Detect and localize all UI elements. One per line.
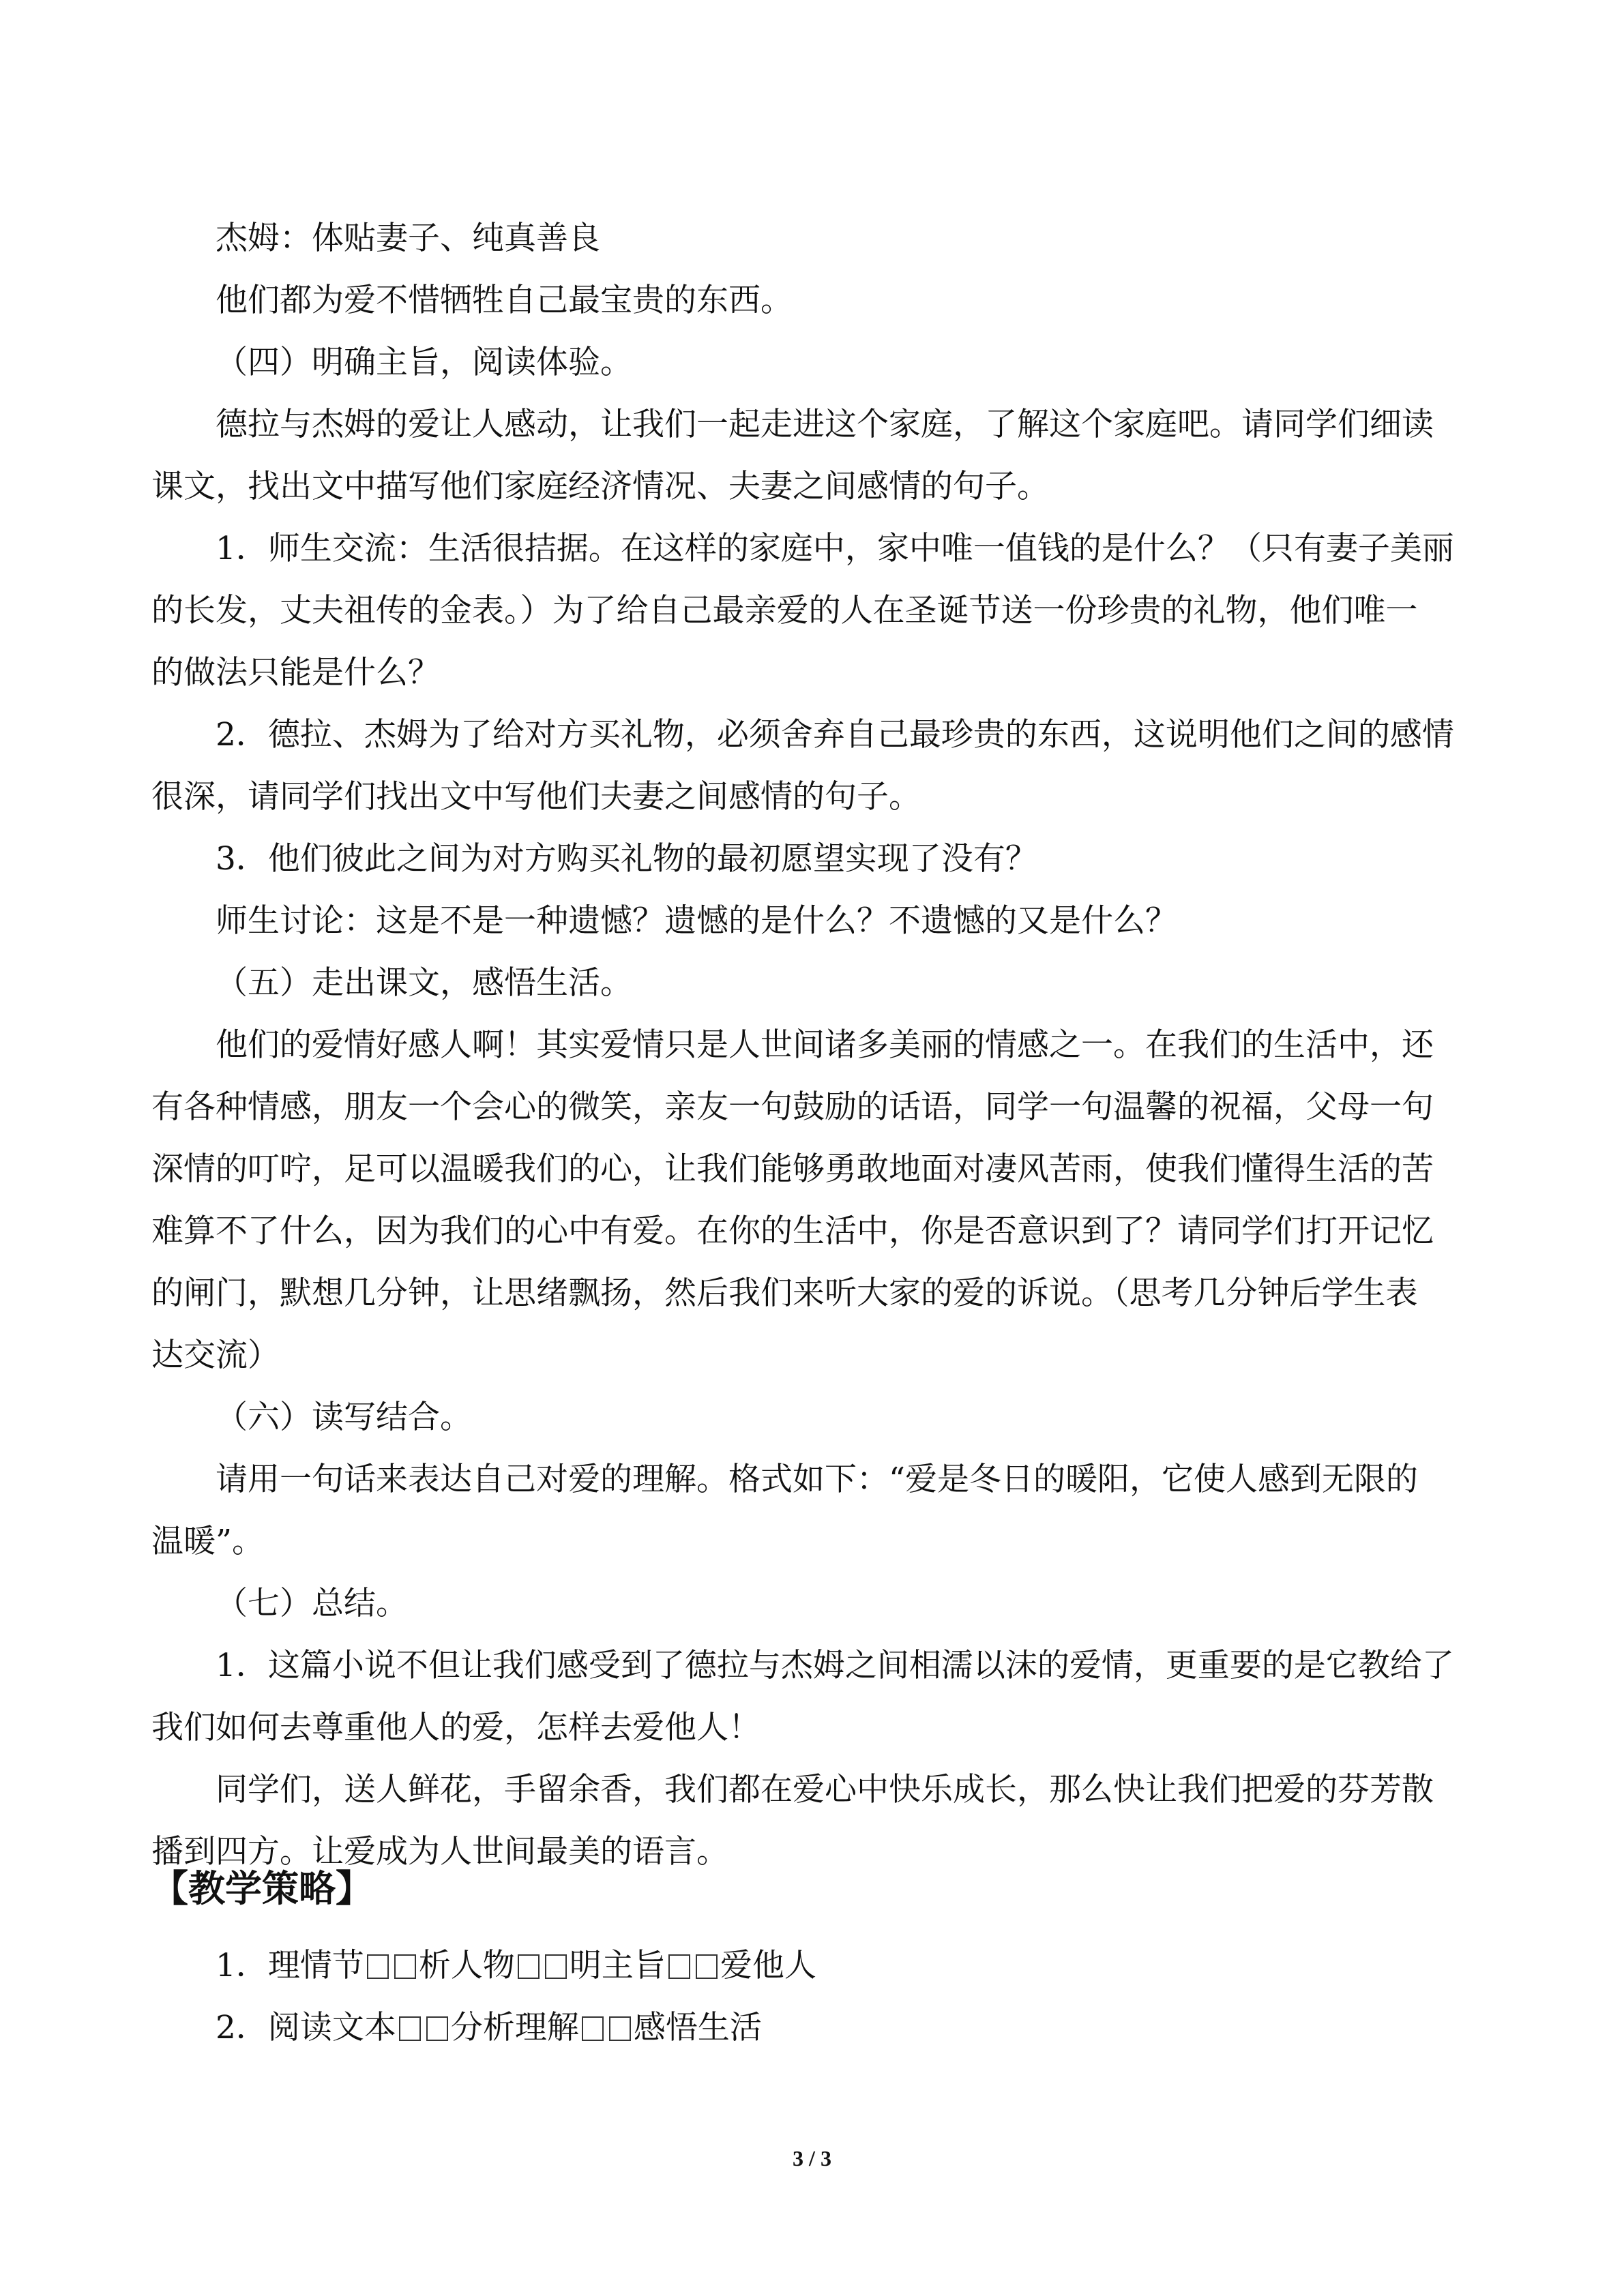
strategy-step: 明主旨	[569, 1947, 666, 1984]
text-line: 有各种情感，朋友一个会心的微笑，亲友一句鼓励的话语，同学一句温馨的祝福，父母一句	[151, 1088, 1434, 1126]
text-line: 1．师生交流：生活很拮据。在这样的家庭中，家中唯一值钱的是什么？（只有妻子美丽	[216, 530, 1454, 567]
strategy-step: 2．阅读文本	[216, 2009, 396, 2046]
text-line: 1．这篇小说不但让我们感受到了德拉与杰姆之间相濡以沫的爱情，更重要的是它教给了	[216, 1647, 1454, 1684]
text-line: 同学们，送人鲜花，手留余香，我们都在爱心中快乐成长，那么快让我们把爱的芬芳散	[216, 1771, 1434, 1808]
text-line: （七）总结。	[216, 1585, 408, 1622]
text-line: （四）明确主旨，阅读体验。	[216, 344, 632, 381]
text-line: 德拉与杰姆的爱让人感动，让我们一起走进这个家庭，了解这个家庭吧。请同学们细读	[216, 406, 1434, 443]
text-line: 的长发，丈夫祖传的金表。）为了给自己最亲爱的人在圣诞节送一份珍贵的礼物，他们唯一	[151, 592, 1418, 629]
strategy-step: 1．理情节	[216, 1947, 364, 1984]
placeholder-box	[394, 1954, 416, 1979]
strategy-step: 感悟生活	[633, 2009, 762, 2046]
placeholder-box	[582, 2016, 604, 2041]
text-line: 达交流）	[151, 1337, 280, 1374]
strategy-step: 分析理解	[450, 2009, 579, 2046]
placeholder-box	[668, 1954, 690, 1979]
text-line: 杰姆：体贴妻子、纯真善良	[216, 220, 600, 257]
text-line: 3．他们彼此之间为对方购买礼物的最初愿望实现了没有？	[216, 840, 1037, 878]
placeholder-box	[399, 2016, 421, 2041]
placeholder-box	[367, 1954, 389, 1979]
placeholder-box	[426, 2016, 448, 2041]
text-line: 他们都为爱不惜牺牲自己最宝贵的东西。	[216, 282, 793, 319]
text-line: 难算不了什么，因为我们的心中有爱。在你的生活中，你是否意识到了？请同学们打开记忆	[151, 1212, 1434, 1250]
strategy-step: 爱他人	[720, 1947, 816, 1984]
text-line: （六）读写结合。	[216, 1399, 472, 1436]
text-line: 他们的爱情好感人啊！其实爱情只是人世间诸多美丽的情感之一。在我们的生活中，还	[216, 1026, 1434, 1064]
text-line: 请用一句话来表达自己对爱的理解。格式如下：“爱是冬日的暖阳，它使人感到无限的	[216, 1461, 1419, 1498]
strategy-item-2	[216, 2008, 762, 2048]
text-line: 课文，找出文中描写他们家庭经济情况、夫妻之间感情的句子。	[151, 468, 1049, 505]
page-number: 3 / 3	[793, 2146, 831, 2171]
strategy-item-1	[216, 1945, 816, 1986]
text-line: （五）走出课文，感悟生活。	[216, 964, 632, 1002]
text-line: 师生讨论：这是不是一种遗憾？遗憾的是什么？不遗憾的又是什么？	[216, 902, 1177, 940]
placeholder-box	[609, 2016, 631, 2041]
text-line: 温暖”。	[151, 1523, 265, 1560]
section-heading: 【教学策略】	[151, 1867, 372, 1910]
placeholder-box	[696, 1954, 718, 1979]
placeholder-box	[545, 1954, 567, 1979]
text-line: 播到四方。让爱成为人世间最美的语言。	[151, 1833, 728, 1870]
text-line: 2．德拉、杰姆为了给对方买礼物，必须舍弃自己最珍贵的东西，这说明他们之间的感情	[216, 716, 1454, 754]
text-line: 的做法只能是什么？	[151, 654, 440, 691]
placeholder-box	[518, 1954, 540, 1979]
text-line: 我们如何去尊重他人的爱，怎样去爱他人！	[151, 1709, 761, 1746]
strategy-step: 析人物	[418, 1947, 515, 1984]
text-line: 深情的叮咛，足可以温暖我们的心，让我们能够勇敢地面对凄风苦雨，使我们懂得生活的苦	[151, 1150, 1434, 1188]
text-line: 的闸门，默想几分钟，让思绪飘扬，然后我们来听大家的爱的诉说。（思考几分钟后学生表	[151, 1274, 1418, 1312]
text-line: 很深，请同学们找出文中写他们夫妻之间感情的句子。	[151, 778, 921, 816]
